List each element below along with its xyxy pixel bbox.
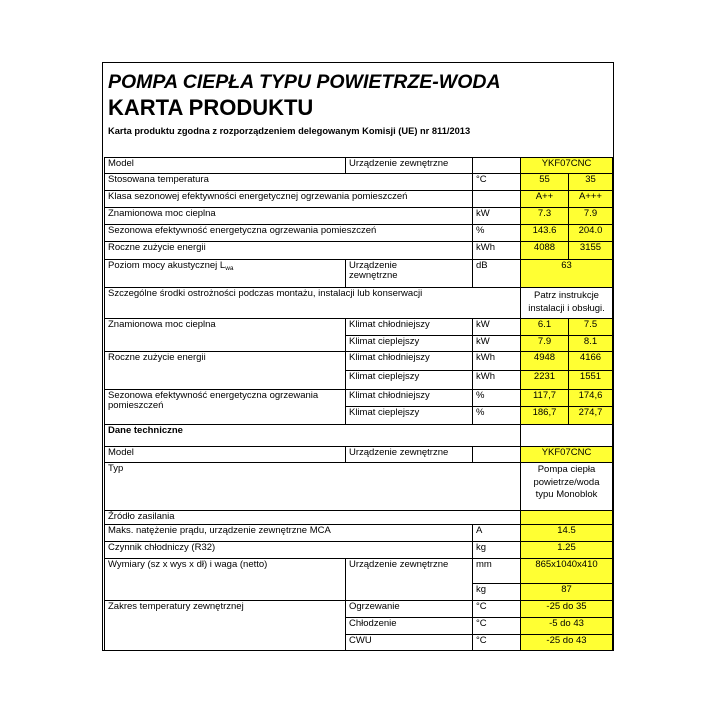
row-dimensions (105, 559, 613, 584)
unit-refrigerant: kg (473, 542, 521, 559)
climate-type-warmer: Klimat cieplejszy (346, 336, 473, 352)
climate-type-colder: Klimat chłodniejszy (346, 319, 473, 336)
document-title: POMPA CIEPŁA TYPU POWIETRZE-WODA (108, 71, 501, 93)
row-sound-power (105, 260, 613, 288)
value-climate-heat-output-colder-1: 6.1 (521, 319, 569, 336)
unit-climate-heat-output-warmer: kW (473, 336, 521, 352)
row-climate-consumption-colder (105, 352, 613, 371)
unit-type-sound-power (346, 260, 473, 288)
value-type-line-1: Pompa ciepła (537, 464, 596, 475)
value-type-line-2: powietrze/woda (533, 476, 600, 488)
row-annual-consumption (105, 242, 613, 260)
label-annual-consumption: Roczne zużycie energii (105, 242, 473, 260)
label-precautions: Szczególne środki ostrożności podczas montażu, instalacji lub konserwacji (105, 288, 521, 319)
value-efficiency-class-1: A++ (521, 191, 569, 208)
value-temperature-2: 35 (569, 174, 613, 191)
row-max-current (105, 525, 613, 542)
value-precautions-line-2: instalacji i obsługi. (528, 303, 605, 314)
value-seasonal-efficiency-2: 204.0 (569, 225, 613, 242)
value-temp-range-dhw: -25 do 43 (521, 635, 613, 651)
row-seasonal-efficiency (105, 225, 613, 242)
row-climate-heat-output-colder (105, 319, 613, 336)
value-model: YKF07CNC (521, 158, 613, 174)
row-temperature (105, 174, 613, 191)
value-climate-consumption-colder-2: 4166 (569, 352, 613, 371)
regulation-note: Karta produktu zgodna z rozporządzeniem delegowanym Komisji (UE) nr 811/2013 (108, 126, 471, 136)
row-rated-heat-output (105, 208, 613, 225)
unit-model (473, 158, 521, 174)
value-temp-range-cooling: -5 do 43 (521, 618, 613, 635)
mode-cooling: Chłodzenie (346, 618, 473, 635)
value-tech-model: YKF07CNC (521, 447, 613, 463)
unit-climate-consumption-colder: kWh (473, 352, 521, 371)
label-efficiency-class: Klasa sezonowej efektywności energetycznej ogrzewania pomieszczeń (105, 191, 473, 208)
climate-type-warmer: Klimat cieplejszy (346, 407, 473, 425)
value-climate-efficiency-warmer-1: 186,7 (521, 407, 569, 425)
label-tech-model: Model (105, 447, 346, 463)
value-temp-range-heating: -25 do 35 (521, 601, 613, 618)
row-temp-range-heating (105, 601, 613, 618)
climate-type-colder: Klimat chłodniejszy (346, 390, 473, 407)
value-annual-consumption-1: 4088 (521, 242, 569, 260)
document-subtitle: KARTA PRODUKTU (108, 95, 314, 120)
value-weight: 87 (521, 584, 613, 601)
unit-climate-consumption-warmer: kWh (473, 371, 521, 390)
value-precautions-line-1: Patrz instrukcje (534, 290, 599, 301)
row-efficiency-class (105, 191, 613, 208)
label-climate-heat-output: Znamionowa moc cieplna (105, 319, 346, 352)
row-technical-heading (105, 425, 613, 447)
label-climate-efficiency: Sezonowa efektywność energetyczna ogrzewania pomieszczeń (105, 390, 346, 425)
unit-dimensions: mm (473, 559, 521, 584)
label-sound-power-text: Poziom mocy akustycznej L (108, 260, 226, 271)
climate-type-warmer: Klimat cieplejszy (346, 371, 473, 390)
product-card-table (104, 157, 613, 651)
label-type: Typ (105, 463, 521, 511)
value-max-current: 14.5 (521, 525, 613, 542)
label-seasonal-efficiency: Sezonowa efektywność energetyczna ogrzewania pomieszczeń (105, 225, 473, 242)
value-sound-power: 63 (521, 260, 613, 288)
label-max-current: Maks. natężenie prądu, urządzenie zewnętrzne MCA (105, 525, 473, 542)
unit-temp-range-dhw: °C (473, 635, 521, 651)
value-climate-efficiency-colder-1: 117,7 (521, 390, 569, 407)
label-power-source: Źródło zasilania (105, 511, 521, 525)
value-power-source (521, 511, 613, 525)
value-efficiency-class-2: A+++ (569, 191, 613, 208)
value-dimensions: 865x1040x410 (521, 559, 613, 584)
mode-dhw: CWU (346, 635, 473, 651)
value-climate-heat-output-warmer-1: 7.9 (521, 336, 569, 352)
unit-temperature: °C (473, 174, 521, 191)
unit-type-tech-model: Urządzenie zewnętrzne (346, 447, 473, 463)
value-climate-consumption-warmer-2: 1551 (569, 371, 613, 390)
label-model: Model (105, 158, 346, 174)
mode-heating: Ogrzewanie (346, 601, 473, 618)
value-climate-efficiency-warmer-2: 274,7 (569, 407, 613, 425)
value-type-line-3: typu Monoblok (535, 489, 598, 500)
value-climate-consumption-colder-1: 4948 (521, 352, 569, 371)
row-tech-model (105, 447, 613, 463)
unit-rated-heat-output: kW (473, 208, 521, 225)
label-sound-power (105, 260, 346, 288)
section-heading-technical: Dane techniczne (105, 425, 521, 447)
unit-max-current: A (473, 525, 521, 542)
label-refrigerant: Czynnik chłodniczy (R32) (105, 542, 473, 559)
label-sound-power-subscript: wa (225, 265, 234, 272)
label-rated-heat-output: Znamionowa moc cieplna (105, 208, 473, 225)
value-precautions (521, 288, 613, 319)
row-precautions (105, 288, 613, 319)
unit-seasonal-efficiency: % (473, 225, 521, 242)
unit-climate-efficiency-colder: % (473, 390, 521, 407)
value-rated-heat-output-2: 7.9 (569, 208, 613, 225)
value-annual-consumption-2: 3155 (569, 242, 613, 260)
unit-weight: kg (473, 584, 521, 601)
unit-temp-range-heating: °C (473, 601, 521, 618)
row-model (105, 158, 613, 174)
row-climate-efficiency-colder (105, 390, 613, 407)
label-climate-consumption: Roczne zużycie energii (105, 352, 346, 390)
unit-type-model: Urządzenie zewnętrzne (346, 158, 473, 174)
row-power-source (105, 511, 613, 525)
unit-efficiency-class (473, 191, 521, 208)
value-temperature-1: 55 (521, 174, 569, 191)
technical-heading-blank (521, 425, 613, 447)
value-type (521, 463, 613, 511)
value-rated-heat-output-1: 7.3 (521, 208, 569, 225)
unit-type-sound-power-text: Urządzenie zewnętrzne (349, 260, 398, 281)
unit-annual-consumption: kWh (473, 242, 521, 260)
value-climate-efficiency-colder-2: 174,6 (569, 390, 613, 407)
unit-type-dimensions: Urządzenie zewnętrzne (346, 559, 473, 601)
value-climate-heat-output-colder-2: 7.5 (569, 319, 613, 336)
unit-temp-range-cooling: °C (473, 618, 521, 635)
label-temperature: Stosowana temperatura (105, 174, 473, 191)
row-type (105, 463, 613, 511)
value-climate-heat-output-warmer-2: 8.1 (569, 336, 613, 352)
value-refrigerant: 1.25 (521, 542, 613, 559)
unit-sound-power: dB (473, 260, 521, 288)
value-seasonal-efficiency-1: 143.6 (521, 225, 569, 242)
unit-tech-model (473, 447, 521, 463)
value-climate-consumption-warmer-1: 2231 (521, 371, 569, 390)
unit-climate-efficiency-warmer: % (473, 407, 521, 425)
row-refrigerant (105, 542, 613, 559)
climate-type-colder: Klimat chłodniejszy (346, 352, 473, 371)
label-dimensions: Wymiary (sz x wys x dł) i waga (netto) (105, 559, 346, 601)
unit-climate-heat-output-colder: kW (473, 319, 521, 336)
label-temp-range: Zakres temperatury zewnętrznej (105, 601, 346, 651)
